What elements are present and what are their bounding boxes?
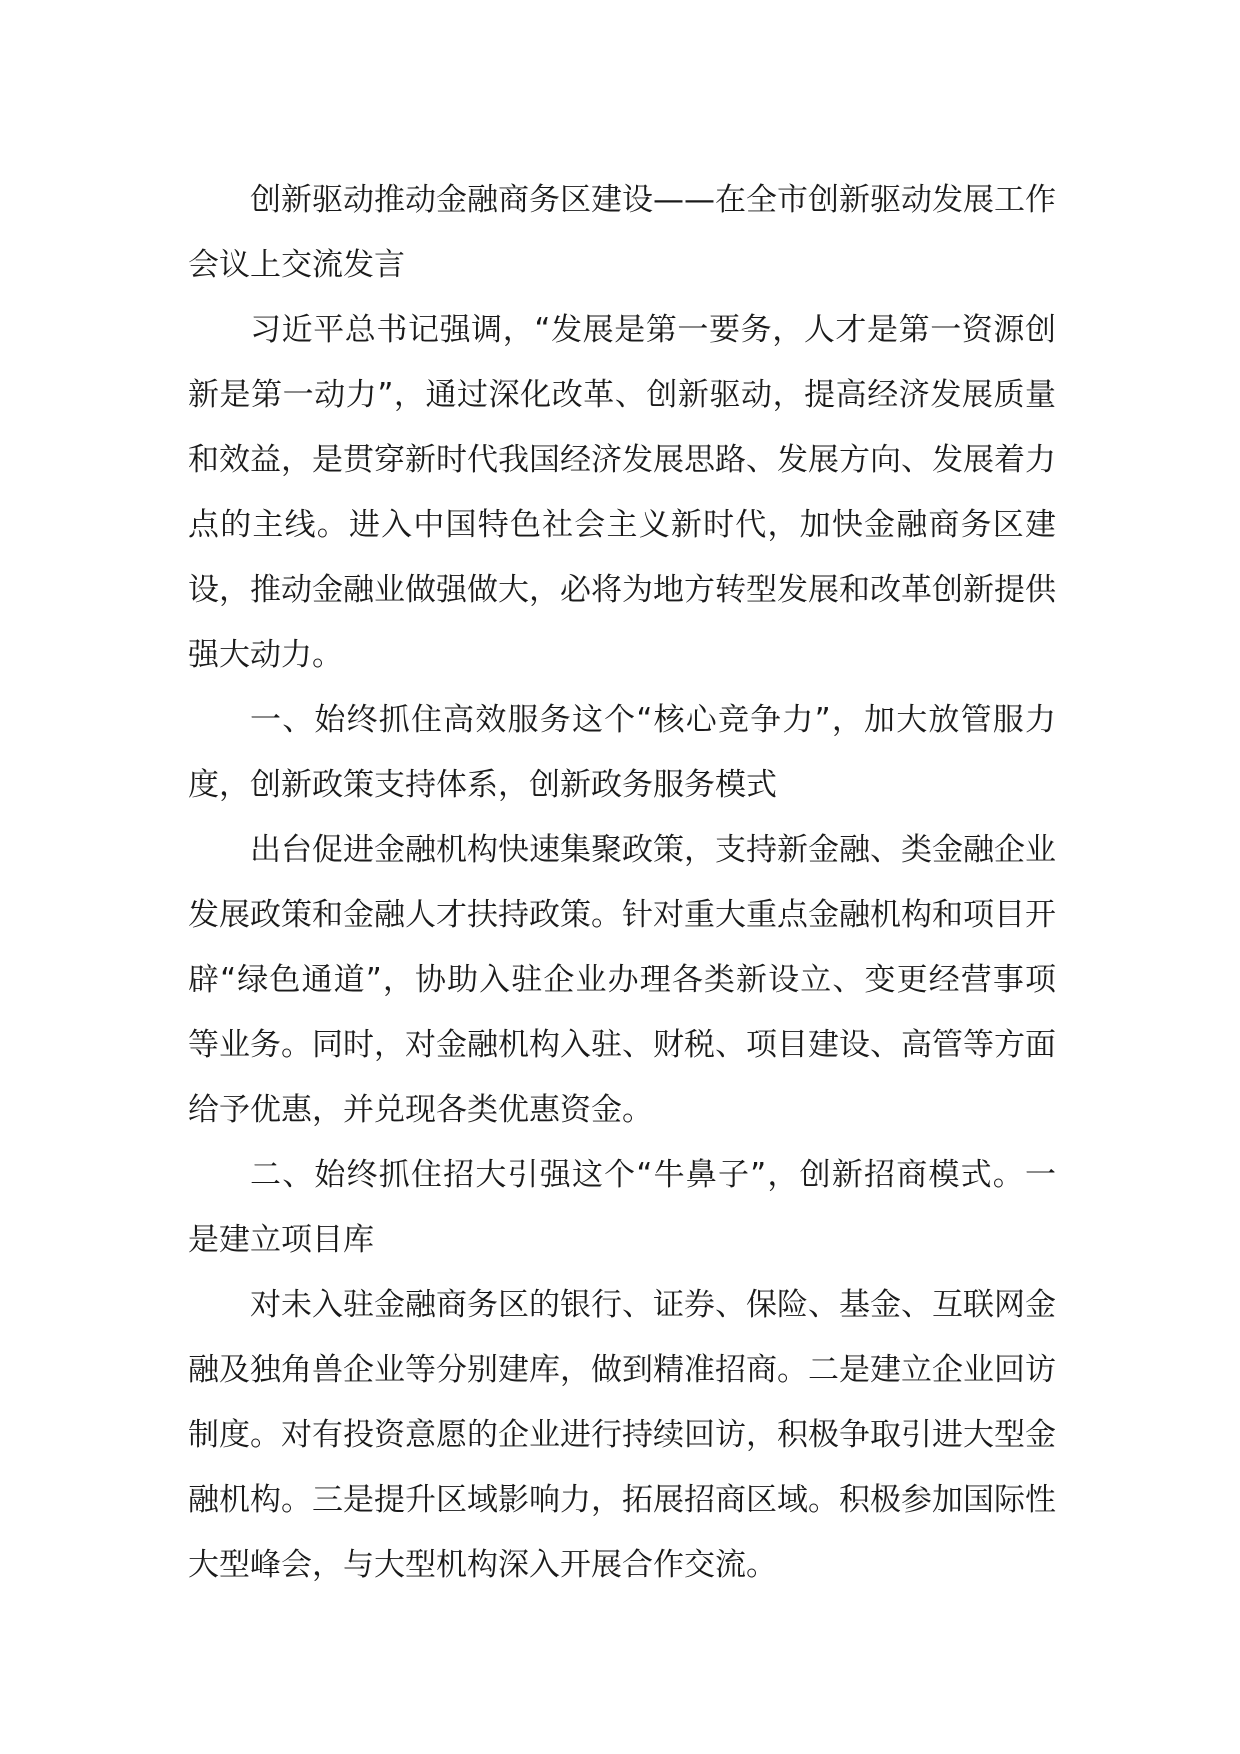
body-paragraph: 对未入驻金融商务区的银行、证券、保险、基金、互联网金融及独角兽企业等分别建库，做到精准招商。二是建立企业回访制度。对有投资意愿的企业进行持续回访，积极争取引进大型金融机构。三是提升区域影响力，拓展招商区域。积极参加国际性大型峰会，与大型机构深入开展合作交流。 [188, 1287, 1056, 1583]
document-title-paragraph: 创新驱动推动金融商务区建设——在全市创新驱动发展工作会议上交流发言 [188, 182, 1056, 283]
body-paragraph: 习近平总书记强调，“发展是第一要务，人才是第一资源创新是第一动力”，通过深化改革、创新驱动，提高经济发展质量和效益，是贯穿新时代我国经济发展思路、发展方向、发展着力点的主线。进入中国特色社会主义新时代，加快金融商务区建设，推动金融业做强做大，必将为地方转型发展和改革创新提供强大动力。 [188, 312, 1056, 673]
document-body [188, 168, 1056, 1598]
section-heading-2: 二、始终抓住招大引强这个“牛鼻子”，创新招商模式。一是建立项目库 [188, 1157, 1056, 1258]
body-paragraph: 出台促进金融机构快速集聚政策，支持新金融、类金融企业发展政策和金融人才扶持政策。针对重大重点金融机构和项目开辟“绿色通道”，协助入驻企业办理各类新设立、变更经营事项等业务。同时，对金融机构入驻、财税、项目建设、高管等方面给予优惠，并兑现各类优惠资金。 [188, 832, 1056, 1128]
section-heading-1: 一、始终抓住高效服务这个“核心竞争力”，加大放管服力度，创新政策支持体系，创新政务服务模式 [188, 702, 1056, 803]
